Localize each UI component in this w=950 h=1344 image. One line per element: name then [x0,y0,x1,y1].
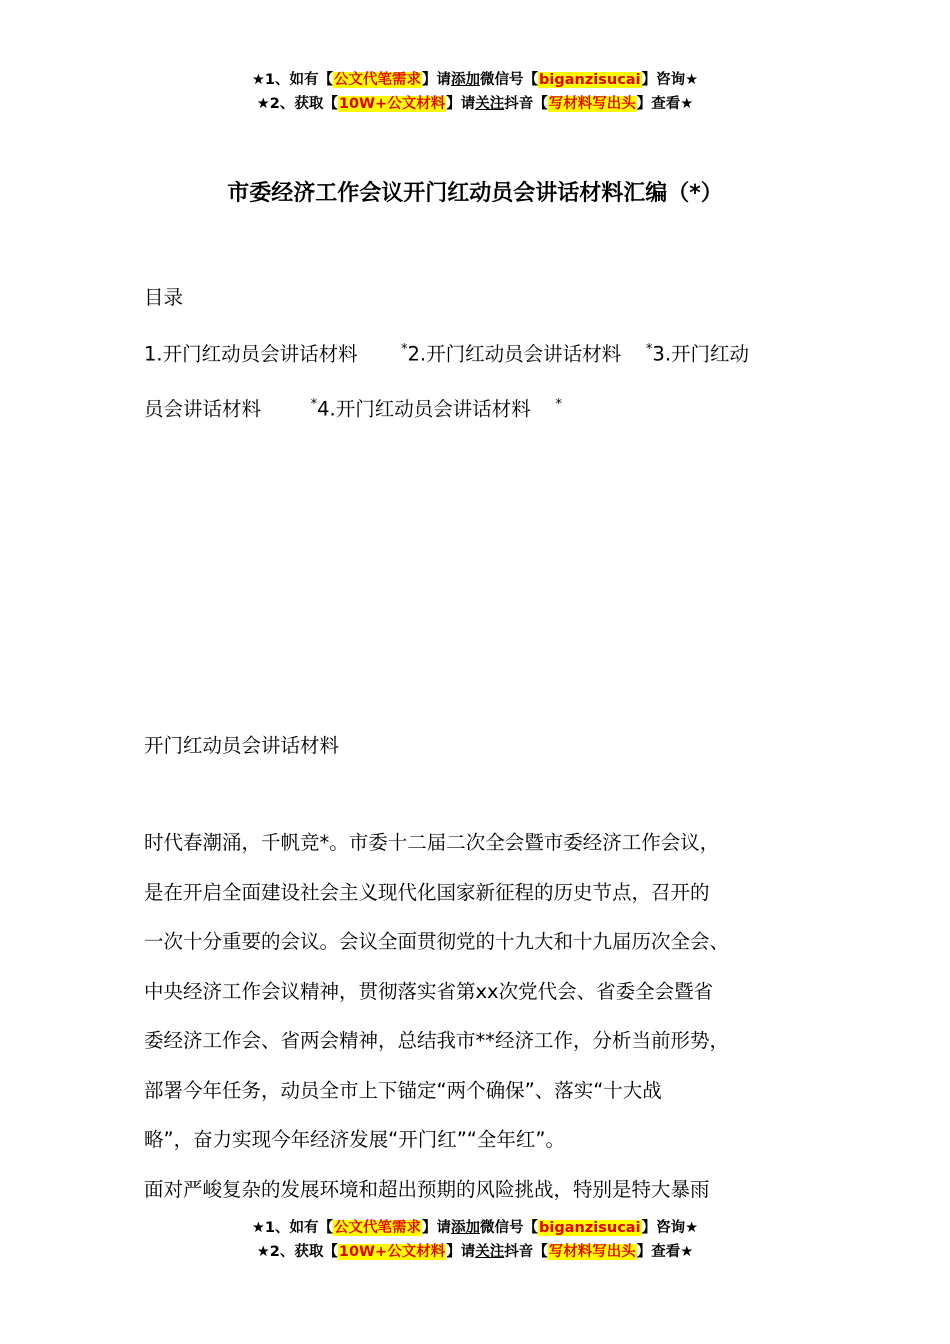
banner-underlined: 添加 [451,72,481,88]
banner-wechat-id: biganzisucai [539,72,641,88]
banner-text: 】请 [446,1244,476,1260]
header-banner [0,68,950,116]
banner-text: 】请 [446,96,476,112]
banner-text: 】请 [422,1220,452,1236]
banner-text: ★2、获取【 [256,96,338,112]
banner-text: 微信号【 [480,1220,539,1236]
banner-text: 抖音【 [504,1244,548,1260]
banner-text: 】咨询★ [641,1220,699,1236]
text-line: 是在开启全面建设社会主义现代化国家新征程的历史节点，召开的 [144,880,710,904]
section-heading: 开门红动员会讲话材料 [144,734,340,757]
banner-line-1 [0,1216,950,1240]
banner-text: ★1、如有【 [251,1220,334,1236]
toc-heading: 目录 [144,286,184,309]
banner-line-2 [0,1240,950,1264]
footer-banner [0,1216,950,1264]
text-line: 面对严峻复杂的发展环境和超出预期的风险挑战，特别是特大暴雨 [144,1177,710,1201]
banner-highlight: 10W+公文材料 [338,1244,446,1260]
paragraph [144,1165,834,1215]
toc-separator: * [645,342,653,357]
banner-underlined: 关注 [475,1244,505,1260]
banner-wechat-id: biganzisucai [539,1220,641,1236]
toc-entry: 2.开门红动员会讲话材料 [407,342,622,366]
banner-highlight: 10W+公文材料 [338,96,446,112]
text-line: 略”，奋力实现今年经济发展“开门红”“全年红”。 [144,1128,566,1151]
document-title: 市委经济工作会议开门红动员会讲话材料汇编（*） [227,181,723,206]
banner-text: ★1、如有【 [251,72,334,88]
banner-text: 】请 [422,72,452,88]
text-line: 委经济工作会、省两会精神，总结我市**经济工作，分析当前形势， [144,1029,730,1052]
paragraph [144,818,834,1165]
toc-entry: 员会讲话材料 [144,397,262,420]
banner-text: 】查看★ [636,1244,694,1260]
banner-text: 】咨询★ [641,72,699,88]
banner-line-2 [0,92,950,116]
banner-douyin-id: 写材料写出头 [548,1244,636,1260]
banner-line-1 [0,68,950,92]
body-text [144,818,834,1214]
toc-separator: * [310,396,318,412]
banner-text: 微信号【 [480,72,539,88]
toc-entry: 4.开门红动员会讲话材料 [317,397,531,420]
banner-text: 抖音【 [504,96,548,112]
banner-highlight: 公文代笔需求 [334,1220,422,1236]
banner-text: 】查看★ [636,96,694,112]
toc-line [144,325,834,380]
text-line: 部署今年任务，动员全市上下锚定“两个确保”、落实“十大战 [144,1078,662,1102]
text-line: 中央经济工作会议精神，贯彻落实省第xx次党代会、省委全会暨省 [144,979,714,1003]
toc-line [144,380,834,435]
toc-entry: 1.开门红动员会讲话材料 [144,342,358,366]
text-line: 一次十分重要的会议。会议全面贯彻党的十九大和十九届历次全会、 [144,930,730,953]
banner-text: ★2、获取【 [256,1244,338,1260]
toc-separator: * [555,396,563,412]
banner-underlined: 关注 [475,96,505,112]
banner-underlined: 添加 [451,1220,481,1236]
toc-entry: 3.开门红动 [652,342,750,366]
text-line: 时代春潮涌，千帆竞*。市委十二届二次全会暨市委经济工作会议， [144,831,720,854]
toc-separator: * [401,342,408,357]
banner-douyin-id: 写材料写出头 [548,96,636,112]
banner-highlight: 公文代笔需求 [334,72,422,88]
table-of-contents [144,325,834,434]
